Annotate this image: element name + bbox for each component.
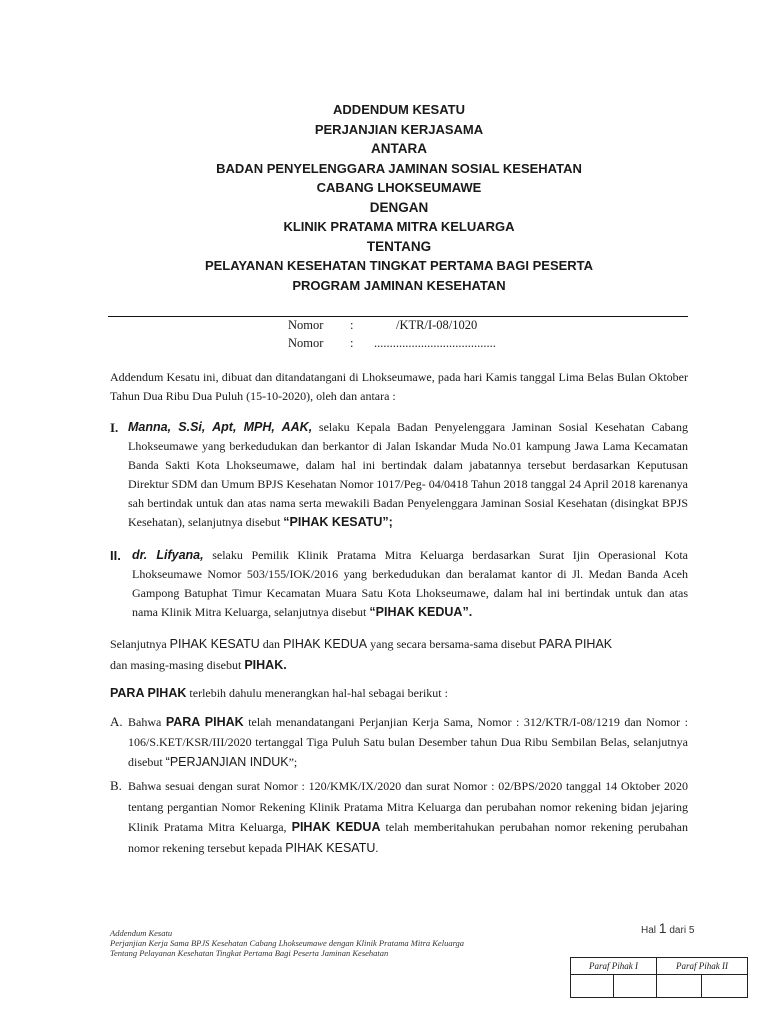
page-suffix: dari 5	[669, 925, 695, 936]
document-title	[110, 100, 688, 295]
title-line: DENGAN	[369, 199, 429, 215]
text: ”;	[288, 755, 298, 769]
paraf-cell	[702, 975, 748, 998]
footer-line: Perjanjian Kerja Sama BPJS Kesehatan Cabang Lhokseumawe dengan Klinik Pratama Mitra Keluarga	[110, 938, 465, 948]
text: telah menandatangani Perjanjian Kerja Sama, Nomor : 312/KTR/I-08/1219 dan Nomor : 106/S.KET/KSR/III/2020 tertanggal Tiga Puluh Satu bulan Desember tahun Dua Ribu Sembilan Belas, selanjutnya disebut	[128, 715, 688, 769]
page-num: 1	[658, 920, 667, 936]
text: Bahwa	[128, 715, 166, 729]
text: terlebih dahulu menerangkan hal-hal sebagai berikut :	[186, 686, 448, 700]
text: .	[375, 840, 379, 855]
recital-body	[128, 712, 688, 772]
nomor-colon: :	[350, 336, 354, 350]
party-alias: “PIHAK KESATU”;	[283, 515, 393, 529]
party-first	[110, 418, 688, 532]
title-line: PELAYANAN KESEHATAN TINGKAT PERTAMA BAGI PESERTA	[204, 258, 594, 273]
paraf-header-2: Paraf Pihak II	[656, 958, 747, 975]
party-marker: II.	[110, 548, 121, 563]
title-divider	[108, 316, 688, 317]
party-text: selaku Pemilik Klinik Pratama Mitra Keluarga berdasarkan Surat Ijin Operasional Kota Lhokseumawe Nomor 503/155/IOK/2016 yang berkedudukan dan beralamat kantor di Jl. Medan Banda Aceh Gampong Batuphat Timur Kecamatan Muara Satu Kota Lhokseumawe, dalam hal ini bertindak untuk dan atas nama Klinik Mitra Keluarga, selanjutnya disebut	[132, 548, 688, 619]
footer-line: Tentang Pelayanan Kesehatan Tingkat Pertama Bagi Peserta Jaminan Kesehatan	[110, 948, 389, 958]
party-text: selaku Kepala Badan Penyelenggara Jaminan Sosial Kesehatan Cabang Lhokseumawe yang berkedudukan dan berkantor di Jalan Iskandar Muda No.01 kampung Jawa Lama Kecamatan Banda Sakti Kota Lhokseumawe, dalam hal ini bertindak dalam jabatannya tersebut berdasarkan Keputusan Direktur SDM dan Umum BPJS Kesehatan Nomor 1017/Peg- 04/0418 Tahun 2018 tanggal 24 April 2018 karenanya sah bertindak untuk dan atas nama serta mewakili Badan Penyelenggara Jaminan Sosial Kesehatan (disingkat BPJS Kesehatan), selanjutnya disebut	[128, 420, 688, 529]
nomor-row-2	[0, 336, 768, 356]
party-marker: I.	[110, 420, 119, 435]
title-line: ADDENDUM KESATU	[333, 102, 465, 117]
term: “PERJANJIAN INDUK	[165, 755, 289, 769]
nomor-label: Nomor	[288, 318, 324, 332]
title-line: TENTANG	[366, 238, 432, 254]
title-line: ANTARA	[371, 141, 427, 156]
term: PARA PIHAK	[165, 715, 244, 729]
recital-b	[110, 776, 688, 858]
recital-body	[128, 776, 688, 858]
nomor-value: /KTR/I-08/1020	[396, 318, 478, 332]
title-line: PROGRAM JAMINAN KESEHATAN	[292, 277, 506, 293]
paraf-cell	[571, 975, 614, 998]
paraf-cell	[656, 975, 702, 998]
text: Bahwa sesuai dengan surat Nomor : 120/KMK/IX/2020 dan surat Nomor : 02/BPS/2020 tanggal 14 Oktober 2020 tentang pergantian Nomor Rekening Klinik Pratama Mitra Keluarga dan perubahan nomor rekening bidan jejaring Klinik Pratama Mitra Keluarga,	[128, 779, 688, 834]
nomor-row-1	[0, 318, 768, 338]
recitals-intro	[110, 684, 688, 703]
term: PARA PIHAK	[538, 637, 613, 651]
text: dan	[259, 637, 284, 651]
recital-marker: A.	[110, 714, 123, 729]
parties-definition	[110, 634, 688, 676]
title-line: CABANG LHOKSEUMAWE	[316, 180, 482, 195]
party-alias: “PIHAK KEDUA”.	[369, 605, 473, 619]
title-line: BADAN PENYELENGGARA JAMINAN SOSIAL KESEHATAN	[216, 160, 582, 176]
term: PIHAK KESATU	[169, 637, 260, 651]
text: yang secara bersama-sama disebut	[367, 637, 539, 651]
party-second	[110, 546, 688, 622]
intro-paragraph: Addendum Kesatu ini, dibuat dan ditandatangani di Lhokseumawe, pada hari Kamis tanggal Lima Belas Bulan Oktober Tahun Dua Ribu Dua Puluh (15-10-2020), oleh dan antara :	[110, 370, 688, 403]
recital-a	[110, 712, 688, 772]
nomor-colon: :	[350, 318, 354, 332]
page-prefix: Hal	[641, 925, 657, 936]
text: Selanjutnya	[110, 637, 170, 651]
term: PIHAK KEDUA	[283, 637, 368, 651]
footer-line: Addendum Kesatu	[110, 928, 173, 938]
text: dan masing-masing disebut	[110, 658, 245, 672]
party-body	[132, 546, 688, 622]
nomor-label: Nomor	[288, 336, 324, 350]
party-body	[128, 418, 688, 532]
title-line: PERJANJIAN KERJASAMA	[314, 121, 484, 137]
initials-table	[570, 957, 748, 998]
nomor-value: .......................................	[374, 336, 496, 350]
text: telah memberitahukan perubahan nomor rekening perubahan nomor rekening tersebut kepada	[128, 820, 689, 855]
term: PIHAK.	[244, 658, 287, 672]
recital-marker: B.	[110, 778, 122, 793]
party-name: dr. Lifyana,	[132, 548, 204, 562]
title-line: KLINIK PRATAMA MITRA KELUARGA	[283, 219, 515, 234]
paraf-header-1: Paraf Pihak I	[571, 958, 657, 975]
term: PIHAK KEDUA	[291, 820, 381, 834]
party-name: Manna, S.Si, Apt, MPH, AAK,	[128, 420, 313, 434]
page-number	[641, 920, 694, 936]
term: PARA PIHAK	[110, 686, 187, 700]
paraf-cell	[613, 975, 656, 998]
term: PIHAK KESATU	[285, 840, 376, 855]
page-footer	[110, 928, 530, 958]
